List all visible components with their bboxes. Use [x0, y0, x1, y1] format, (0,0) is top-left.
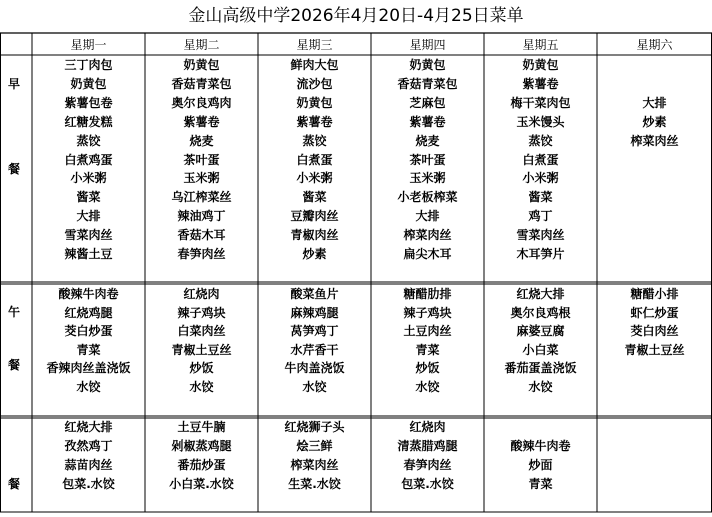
menu-cell: 蒸饺	[76, 133, 101, 148]
dinner-label-bottom: 餐	[7, 477, 20, 491]
menu-cell: 青菜	[415, 342, 440, 357]
menu-cell: 奶黄包	[522, 58, 559, 72]
menu-cell: 红烧鸡腿	[64, 305, 113, 320]
menu-cell	[32, 264, 145, 282]
menu-cell: 蒸饺	[302, 133, 327, 148]
menu-cell: 麻婆豆腐	[516, 324, 565, 339]
menu-cell: 包菜.水饺	[401, 477, 454, 491]
day-header: 星期一	[70, 38, 107, 52]
menu-cell	[597, 418, 712, 436]
menu-cell	[597, 359, 712, 377]
menu-cell: 香菇青菜包	[397, 76, 458, 91]
menu-cell: 炒饭	[189, 361, 214, 376]
menu-cell: 水饺	[528, 380, 553, 394]
menu-cell: 芝麻包	[409, 95, 446, 110]
day-header: 星期四	[409, 38, 446, 52]
menu-cell: 榨菜肉丝	[290, 458, 339, 472]
menu-cell: 白煮鸡蛋	[64, 152, 113, 167]
menu-cell: 香菇青菜包	[171, 76, 232, 91]
menu-cell: 水饺	[302, 380, 327, 394]
menu-cell: 小老板榨菜	[397, 190, 458, 205]
menu-cell	[145, 264, 258, 282]
menu-cell: 奶黄包	[183, 58, 220, 72]
menu-cell: 奥尔良鸡根	[510, 305, 571, 320]
menu-cell: 大排	[415, 209, 440, 224]
menu-cell	[597, 169, 712, 187]
menu-cell: 炒素	[642, 114, 667, 129]
menu-cell: 玉米馒头	[516, 114, 565, 129]
menu-cell: 茭白肉丝	[630, 324, 679, 339]
menu-cell: 大排	[76, 209, 101, 224]
menu-cell	[597, 75, 712, 93]
menu-cell: 麻辣鸡腿	[290, 305, 339, 320]
menu-cell: 茭白炒蛋	[64, 324, 113, 339]
menu-cell: 紫薯卷	[296, 114, 333, 129]
menu-cell: 土豆牛腩	[177, 420, 226, 434]
menu-cell	[597, 437, 712, 455]
menu-cell	[484, 264, 597, 282]
menu-cell: 春笋肉丝	[403, 458, 452, 472]
menu-cell: 小白菜	[522, 342, 559, 357]
menu-cell: 豆瓣肉丝	[290, 209, 339, 224]
menu-cell: 水饺	[76, 380, 101, 394]
menu-cell: 生菜.水饺	[288, 477, 341, 491]
day-header: 星期二	[183, 38, 220, 52]
menu-cell: 玉米粥	[183, 171, 220, 186]
menu-cell: 小米粥	[522, 171, 559, 186]
menu-cell: 土豆肉丝	[403, 324, 452, 339]
menu-cell: 三丁肉包	[64, 58, 113, 72]
menu-cell: 青椒肉丝	[290, 228, 339, 243]
menu-cell	[597, 188, 712, 206]
menu-cell: 青菜	[76, 342, 101, 357]
menu-cell: 烩三鲜	[296, 439, 333, 453]
menu-title: 金山高级中学2026年4月20日-4月25日菜单	[188, 6, 524, 26]
menu-cell: 小白菜.水饺	[169, 477, 234, 491]
menu-cell: 鲜肉大包	[290, 58, 339, 72]
menu-cell	[597, 264, 712, 282]
menu-cell	[597, 475, 712, 493]
menu-cell: 糖醋小排	[630, 287, 679, 301]
menu-cell	[484, 418, 597, 436]
menu-cell: 红烧狮子头	[284, 420, 345, 434]
menu-cell: 水饺	[415, 380, 440, 394]
menu-cell	[597, 226, 712, 244]
menu-cell: 番茄炒蛋	[177, 458, 226, 472]
menu-cell	[258, 397, 371, 415]
menu-cell: 蒸饺	[528, 133, 553, 148]
menu-cell	[597, 456, 712, 474]
menu-cell: 酸辣牛肉卷	[58, 287, 119, 301]
menu-cell: 红烧大排	[516, 287, 565, 301]
menu-cell: 水芹香干	[290, 342, 339, 357]
day-header: 星期三	[296, 38, 333, 52]
menu-cell: 糖醋肋排	[403, 287, 452, 301]
menu-cell: 蒜苗肉丝	[64, 458, 113, 472]
menu-cell: 紫薯卷	[522, 76, 559, 91]
breakfast-label-bottom: 餐	[7, 162, 20, 176]
menu-cell: 烧麦	[189, 133, 214, 148]
menu-cell: 酸辣牛肉卷	[510, 439, 571, 453]
menu-cell: 辣酱土豆	[64, 247, 113, 261]
menu-cell	[258, 264, 371, 282]
menu-cell: 炒饭	[415, 361, 440, 376]
menu-cell: 红烧大排	[64, 420, 113, 434]
menu-cell: 扁尖木耳	[403, 247, 452, 261]
menu-cell: 榨菜肉丝	[403, 228, 452, 243]
menu-cell: 剁椒蒸鸡腿	[171, 439, 232, 453]
menu-cell: 春笋肉丝	[177, 247, 226, 261]
menu-cell	[371, 264, 484, 282]
lunch-label-bottom: 餐	[7, 358, 20, 372]
menu-cell: 酸菜鱼片	[290, 287, 339, 301]
menu-cell: 青椒土豆丝	[624, 342, 685, 357]
menu-cell	[145, 397, 258, 415]
lunch-label-top: 午	[7, 305, 20, 319]
menu-cell: 奶黄包	[70, 76, 107, 91]
day-header: 星期六	[636, 38, 673, 52]
menu-cell	[597, 245, 712, 263]
menu-cell: 紫薯包卷	[64, 95, 113, 110]
menu-cell: 水饺	[189, 380, 214, 394]
menu-cell	[597, 56, 712, 74]
menu-cell: 炒面	[528, 458, 553, 472]
menu-cell	[597, 397, 712, 415]
menu-cell: 虾仁炒蛋	[630, 305, 679, 320]
menu-cell: 雪菜肉丝	[64, 228, 113, 243]
day-header: 星期五	[522, 38, 559, 52]
menu-cell: 青菜	[528, 477, 553, 491]
menu-cell: 流沙包	[296, 76, 333, 91]
menu-cell: 奶黄包	[296, 95, 333, 110]
menu-cell: 辣子鸡块	[177, 305, 226, 320]
menu-cell: 辣油鸡丁	[177, 209, 226, 224]
menu-cell: 酱菜	[76, 190, 101, 205]
menu-cell: 大排	[642, 95, 667, 110]
menu-cell: 雪菜肉丝	[516, 228, 565, 243]
menu-cell: 酱菜	[302, 190, 327, 205]
menu-cell: 白煮蛋	[296, 152, 333, 167]
menu-cell: 烧麦	[415, 133, 440, 148]
menu-cell: 红烧肉	[183, 287, 220, 301]
menu-cell	[597, 151, 712, 169]
menu-cell: 奥尔良鸡肉	[171, 95, 232, 110]
menu-cell: 紫薯卷	[409, 114, 446, 129]
menu-cell: 木耳笋片	[516, 247, 565, 261]
menu-cell: 莴笋鸡丁	[290, 324, 339, 339]
menu-cell: 榨菜肉丝	[630, 133, 679, 148]
menu-cell	[32, 397, 145, 415]
menu-cell: 紫薯卷	[183, 114, 220, 129]
menu-cell: 辣子鸡块	[403, 305, 452, 320]
menu-cell: 香菇木耳	[177, 228, 226, 243]
menu-cell: 炒素	[302, 247, 327, 261]
menu-cell: 鸡丁	[528, 209, 553, 224]
menu-cell: 奶黄包	[409, 58, 446, 72]
menu-cell: 小米粥	[296, 171, 333, 186]
menu-cell	[484, 397, 597, 415]
menu-cell: 白煮蛋	[522, 152, 559, 167]
menu-cell: 梅干菜肉包	[510, 95, 571, 110]
menu-cell: 茶叶蛋	[409, 152, 446, 167]
menu-cell: 青椒土豆丝	[171, 342, 232, 357]
menu-cell	[597, 378, 712, 396]
menu-cell: 香辣肉丝盖浇饭	[46, 361, 131, 376]
menu-cell: 红糖发糕	[64, 114, 113, 129]
menu-cell: 牛肉盖浇饭	[284, 361, 345, 376]
menu-cell: 清蒸腊鸡腿	[397, 439, 458, 453]
breakfast-label-top: 早	[7, 77, 20, 91]
menu-cell: 红烧肉	[409, 420, 446, 434]
menu-cell	[597, 207, 712, 225]
menu-cell: 玉米粥	[409, 171, 446, 186]
menu-cell: 乌江榨菜丝	[171, 190, 232, 205]
menu-cell: 小米粥	[70, 171, 107, 186]
menu-cell: 酱菜	[528, 190, 553, 205]
menu-cell: 白菜肉丝	[177, 324, 226, 339]
menu-cell: 包菜.水饺	[62, 477, 115, 491]
menu-cell: 番茄蛋盖浇饭	[504, 361, 577, 376]
menu-cell	[371, 397, 484, 415]
menu-cell: 孜然鸡丁	[64, 439, 113, 453]
menu-cell: 茶叶蛋	[183, 152, 220, 167]
